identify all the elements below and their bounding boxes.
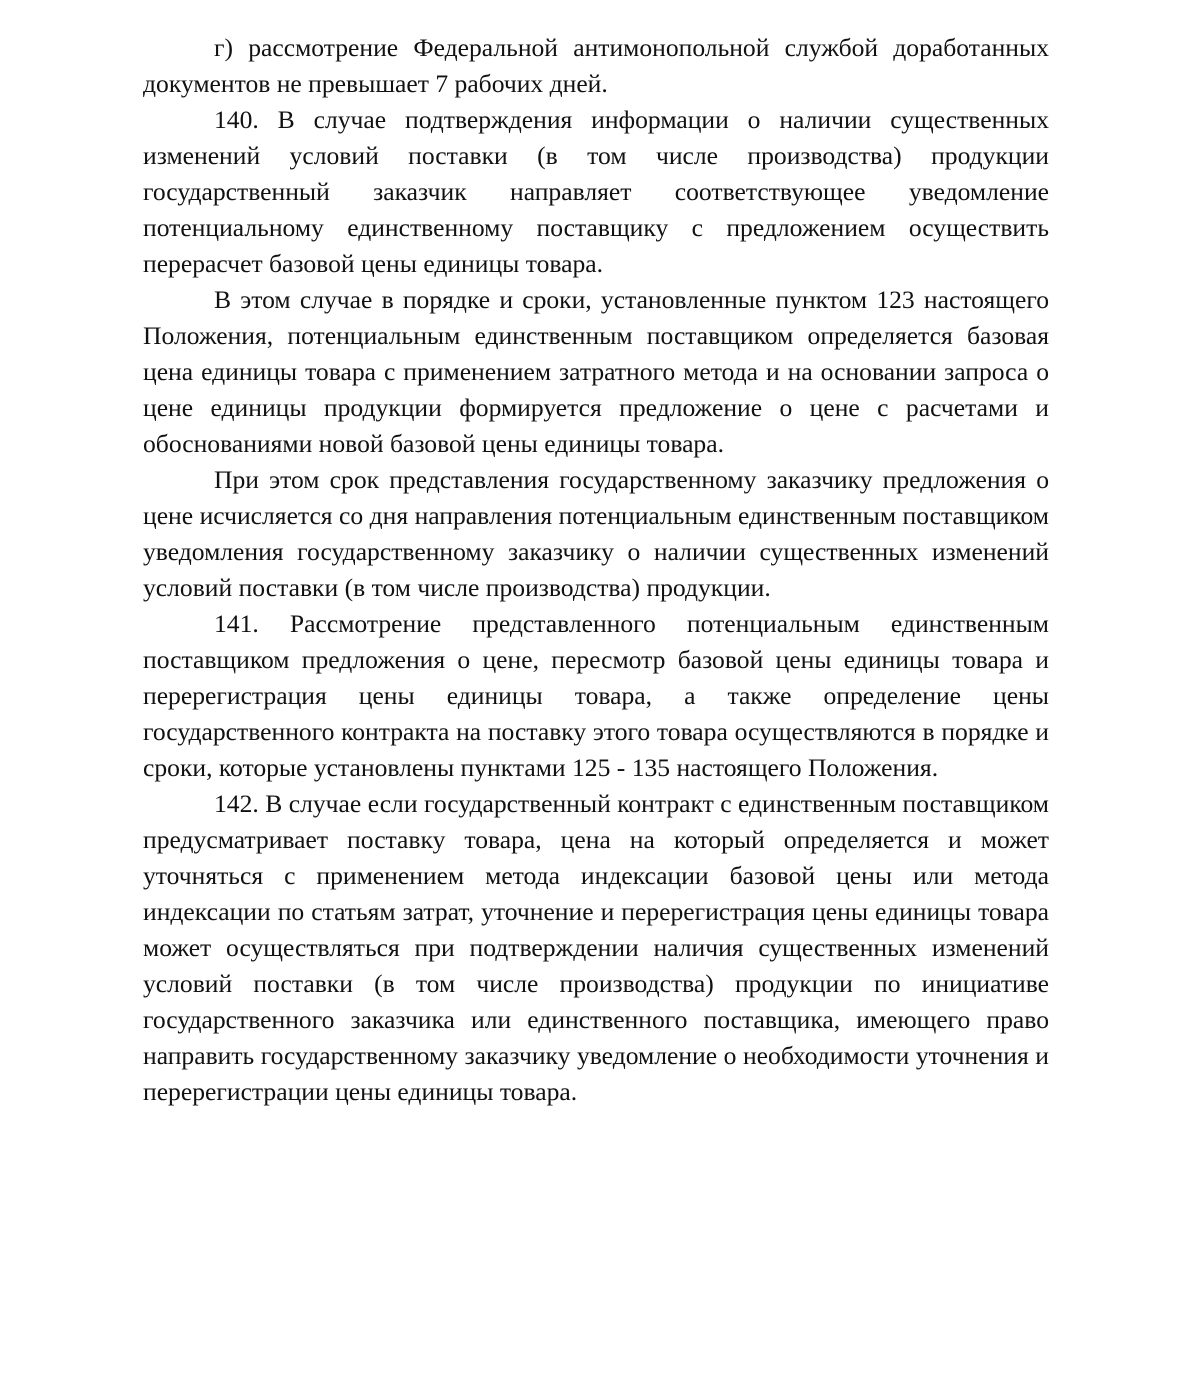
- clause-number: 142.: [214, 789, 259, 818]
- paragraph-text: Рассмотрение представленного потенциальным единственным поставщиком предложения о цене, пересмотр базовой цены единицы товара и перерегистрация цены единицы товара, а также определение цены государственного контракта на поставку этого товара осуществляются в порядке и сроки, которые установлены пунктами 125 - 135 настоящего Положения.: [143, 609, 1049, 782]
- clause-140-deadline-paragraph: [143, 462, 1049, 606]
- clause-140-continuation-paragraph: [143, 282, 1049, 462]
- clause-number: 141.: [214, 609, 259, 638]
- clause-140-paragraph: [143, 102, 1049, 282]
- clause-141-paragraph: [143, 606, 1049, 786]
- document-page: [143, 30, 1049, 1110]
- paragraph-text: В случае подтверждения информации о наличии существенных изменений условий поставки (в том числе производства) продукции государственный заказчик направляет соответствующее уведомление потенциальному единственному поставщику с предложением осуществить перерасчет базовой цены единицы товара.: [143, 105, 1049, 278]
- clause-number: 140.: [214, 105, 259, 134]
- paragraph-text: В случае если государственный контракт с единственным поставщиком предусматривает поставку товара, цена на который определяется и может уточняться с применением метода индексации базовой цены или метода индексации по статьям затрат, уточнение и перерегистрация цены единицы товара может осуществляться при подтверждении наличия существенных изменений условий поставки (в том числе производства) продукции по инициативе государственного заказчика или единственного поставщика, имеющего право направить государственному заказчику уведомление о необходимости уточнения и перерегистрации цены единицы товара.: [143, 789, 1049, 1106]
- paragraph-text: В этом случае в порядке и сроки, установленные пунктом 123 настоящего Положения, потенциальным единственным поставщиком определяется базовая цена единицы товара с применением затратного метода и на основании запроса о цене единицы продукции формируется предложение о цене с расчетами и обоснованиями новой базовой цены единицы товара.: [143, 285, 1049, 458]
- subpoint-g-paragraph: [143, 30, 1049, 102]
- clause-142-paragraph: [143, 786, 1049, 1110]
- paragraph-text: г) рассмотрение Федеральной антимонопольной службой доработанных документов не превышает 7 рабочих дней.: [143, 33, 1049, 98]
- paragraph-text: При этом срок представления государственному заказчику предложения о цене исчисляется со дня направления потенциальным единственным поставщиком уведомления государственному заказчику о наличии существенных изменений условий поставки (в том числе производства) продукции.: [143, 465, 1049, 602]
